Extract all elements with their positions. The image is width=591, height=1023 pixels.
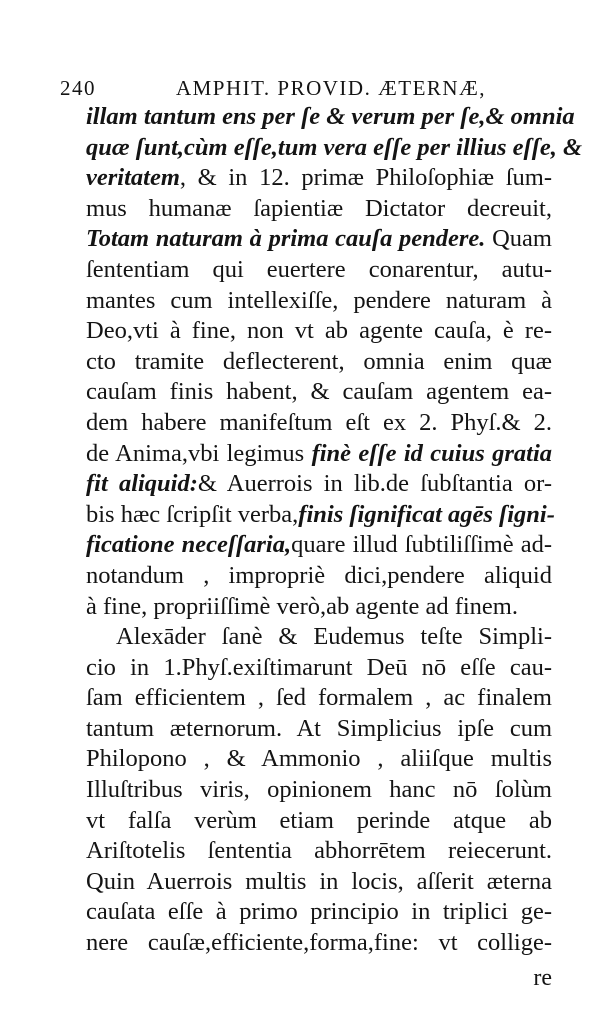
text-run: Deo,vti à fine, non vt ab agente cauſa, è re- [86, 317, 552, 345]
text-line [86, 377, 552, 408]
italic-quotation: ficatione neceſſaria, [86, 531, 292, 559]
text-line [86, 561, 552, 592]
page-number: 240 [60, 76, 96, 100]
text-run: & Auerrois in lib.de ſubſtantia or- [197, 470, 552, 498]
text-line [86, 316, 552, 347]
italic-quotation: fit aliquid: [86, 470, 198, 498]
text-run: mus humanæ ſapientiæ Dictator decreuit, [86, 194, 552, 222]
text-line [86, 622, 552, 653]
italic-quotation: veritatem [86, 164, 180, 192]
text-line [86, 683, 552, 714]
text-line [86, 744, 552, 775]
text-run: nere cauſæ,efficiente,forma,fine: vt collige- [86, 929, 552, 957]
text-run: Philopono , & Ammonio , aliiſque multis [86, 745, 552, 773]
text-run: quare illud ſubtiliſſimè ad- [291, 531, 552, 559]
text-block [60, 102, 583, 959]
text-run: Alexāder ſanè & Eudemus teſte Simpli- [116, 623, 552, 651]
text-run: mantes cum intellexiſſe, pendere naturam à [86, 286, 552, 314]
text-line [86, 469, 552, 500]
text-line [86, 530, 552, 561]
text-line [86, 439, 552, 470]
text-run: de Anima,vbi legimus [86, 439, 312, 467]
text-run: Ariſtotelis ſententia abhorrētem reiecerunt. [86, 837, 552, 865]
text-line [86, 653, 552, 684]
text-run: Illuſtribus viris, opinionem hanc nō ſolùm [86, 776, 552, 804]
text-line [86, 194, 552, 225]
italic-quotation: quæ ſunt,cùm eſſe,tum vera eſſe per illius eſſe, & [86, 133, 583, 161]
running-title: AMPHIT. PROVID. ÆTERNÆ, [175, 76, 487, 100]
text-run: bis hæc ſcripſit verba, [86, 500, 299, 528]
text-run: notandum , impropriè dici,pendere aliquid [86, 561, 552, 589]
text-line [86, 163, 552, 194]
text-line [86, 714, 552, 745]
text-line [86, 867, 552, 898]
text-run: cto tramite deflecterent, omnia enim quæ [86, 347, 552, 375]
text-run: , & in 12. primæ Philoſophiæ ſum- [179, 164, 552, 192]
italic-quotation: finis ſignificat agēs ſigni- [298, 500, 555, 528]
text-line [86, 500, 555, 531]
text-line [86, 255, 552, 286]
text-line [86, 806, 552, 837]
text-run: dem habere manifeſtum eſt ex 2. Phyſ.& 2. [86, 408, 552, 436]
catchword: re [533, 964, 552, 991]
text-run: ſententiam qui euertere conarentur, autu- [86, 255, 552, 283]
text-line [86, 775, 552, 806]
text-run: cio in 1.Phyſ.exiſtimarunt Deū nō eſſe cau- [86, 653, 552, 681]
italic-quotation: illam tantum ens per ſe & verum per ſe,& omnia [86, 103, 575, 130]
running-header [60, 76, 552, 101]
text-line [86, 592, 552, 623]
text-run: vt falſa verùm etiam perinde atque ab [86, 806, 552, 834]
text-run: tantum æternorum. At Simplicius ipſe cum [86, 714, 552, 742]
text-line [86, 408, 552, 439]
text-line [86, 133, 583, 164]
text-line [86, 286, 552, 317]
text-line [86, 836, 552, 867]
text-line [86, 224, 552, 255]
text-line [86, 102, 575, 133]
text-run: à fine, propriiſſimè verò,ab agente ad finem. [86, 592, 518, 620]
italic-quotation: finè eſſe id cuius gratia [311, 439, 552, 467]
text-run: ſam efficientem , ſed formalem , ac finalem [86, 684, 552, 712]
text-line [86, 897, 552, 928]
text-line [86, 928, 552, 959]
text-run: cauſam finis habent, & cauſam agentem ea- [86, 378, 552, 406]
text-line [86, 347, 552, 378]
text-run: Quin Auerrois multis in locis, aſſerit æterna [86, 867, 552, 895]
book-page [60, 76, 583, 993]
italic-quotation: Totam naturam à prima cauſa pendere. [86, 225, 486, 253]
text-run: Quam [485, 225, 552, 253]
text-run: cauſata eſſe à primo principio in triplici ge- [86, 898, 552, 926]
